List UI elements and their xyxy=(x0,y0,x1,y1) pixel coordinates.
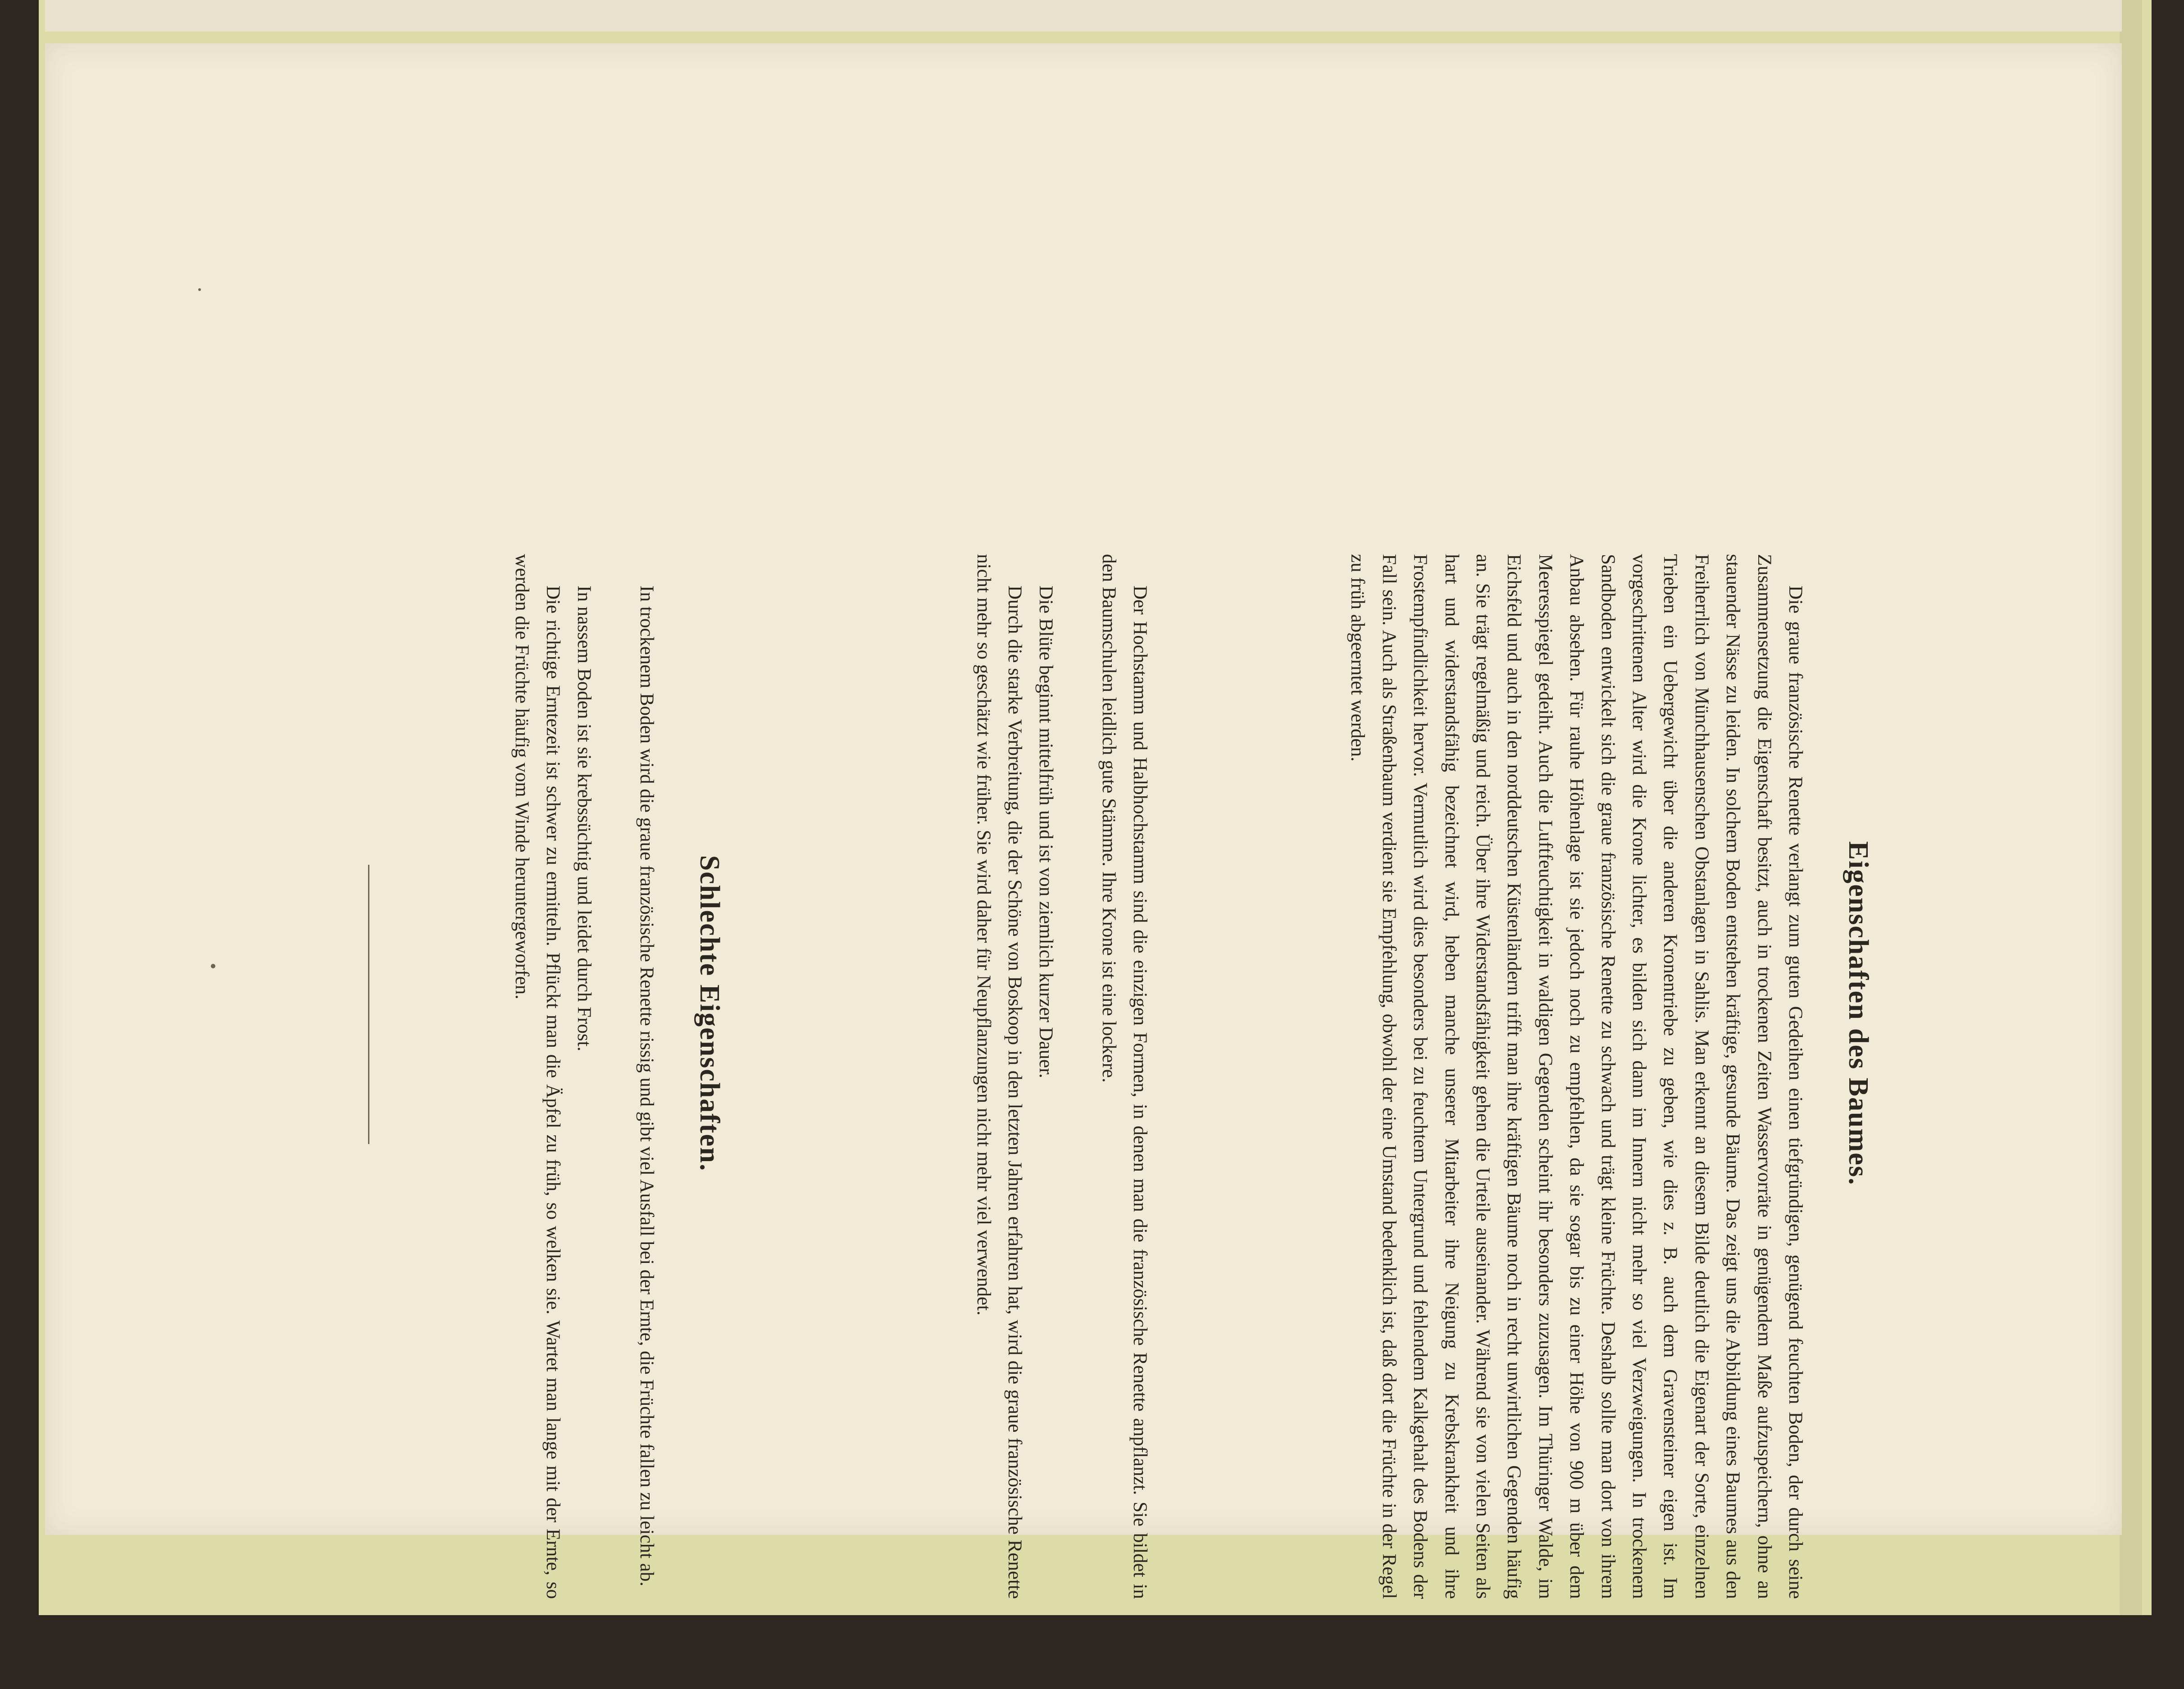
closing-rule xyxy=(368,865,369,1144)
paragraph-bluete: Die Blüte beginnt mittelfrüh und ist von ziemlich kurzer Dauer. xyxy=(1035,586,1056,1078)
previous-page-edge xyxy=(45,0,2122,32)
page-edge-right xyxy=(2120,0,2142,1615)
section-heading-eigenschaften: Eigenschaften des Baumes. xyxy=(1843,841,1874,1186)
section-heading-schlechte: Schlechte Eigenschaften. xyxy=(694,855,725,1172)
paragraph-erntezeit: Die richtige Erntezeit ist schwer zu ermitteln. Pflückt man die Äpfel zu früh, so welken sie. Wartet man lange mit der Ernte, so werden die Früchte häufig vom Winde heruntergeworfen. xyxy=(511,554,564,1599)
paragraph-verbreitung: Durch die starke Verbreitung, die der Schöne von Boskoop in den letzten Jahren erfahren hat, wird die graue französische Renette nicht mehr so geschätzt wie früher. Sie wird daher für Neupflanzungen nicht mehr viel verwendet. xyxy=(973,554,1025,1599)
paragraph-hochstamm: Der Hochstamm und Halbhochstamm sind die einzigen Formen, in denen man die französische Renette anpflanzt. Sie bildet in den Baumschulen leidlich gute Stämme. Ihre Krone ist eine lockere. xyxy=(1098,554,1151,1599)
paper-speck xyxy=(211,964,215,968)
paragraph-boden: Die graue französische Renette verlangt zum guten Gedeihen einen tiefgründigen, genügend feuchten Boden, der durch seine Zusammensetzung die Eigenschaft besitzt, auch in trockenen Zeiten Wasservorräte in genügendem Maße aufzuspeichern, ohne an stauender Nässe zu leiden. In solchem Boden entstehen kräftige, gesunde Bäume. Das zeigt uns die Abbildung eines Baumes aus den Freiherrlich von Münchhausenschen Obstanlagen in Sahlis. Man erkennt an diesem Bilde deutlich die Eigenart der Sorte, einzelnen Trieben ein Uebergewicht über die anderen Kronentriebe zu geben, wie dies z. B. auch dem Gravensteiner eigen ist. Im vorgeschrittenen Alter wird die Krone lichter, es bilden sich dann im Innern nicht mehr so viel Verzweigungen. In trockenem Sandboden entwickelt sich die graue französische Renette zu schwach und trägt kleine Früchte. Deshalb sollte man dort von ihrem Anbau absehen. Für rauhe Höhenlage ist sie jedoch noch zu empfehlen, da sie sogar bis zu einer Höhe von 900 m über dem Meeresspiegel gedeiht. Auch die Luftfeuchtigkeit in waldigen Gegenden scheint ihr besonders zuzusagen. Im Thüringer Walde, im Eichsfeld und auch in den norddeutschen Küstenländern trifft man ihre kräftigen Bäume noch in recht unwirtlichen Gegenden häufig an. Sie trägt regelmäßig und reich. Über ihre Widerstandsfähigkeit gehen die Urteile auseinander. Während sie von vielen Seiten als hart und widerstandsfähig bezeichnet wird, heben manche unserer Mitarbeiter ihre Neigung zu Krebskrankheit und ihre Frostempfindlichkeit hervor. Vermutlich wird dies besonders bei zu feuchtem Untergrund und fehlendem Kalkgehalt des Bodens der Fall sein. Auch als Straßenbaum verdient sie Empfehlung, obwohl der eine Umstand bedenklich ist, daß dort die Früchte in der Regel zu früh abgeerntet werden. xyxy=(1347,554,1806,1599)
paper-speck xyxy=(198,288,201,291)
paragraph-nassem-boden: In nassem Boden ist sie krebssüchtig und leidet durch Frost. xyxy=(573,586,595,1052)
paragraph-trockenem-boden: In trockenem Boden wird die graue französische Renette rissig und gibt viel Ausfall bei der Ernte, die Früchte fallen zu leicht ab. xyxy=(636,586,657,1587)
page-content xyxy=(248,338,2005,1689)
